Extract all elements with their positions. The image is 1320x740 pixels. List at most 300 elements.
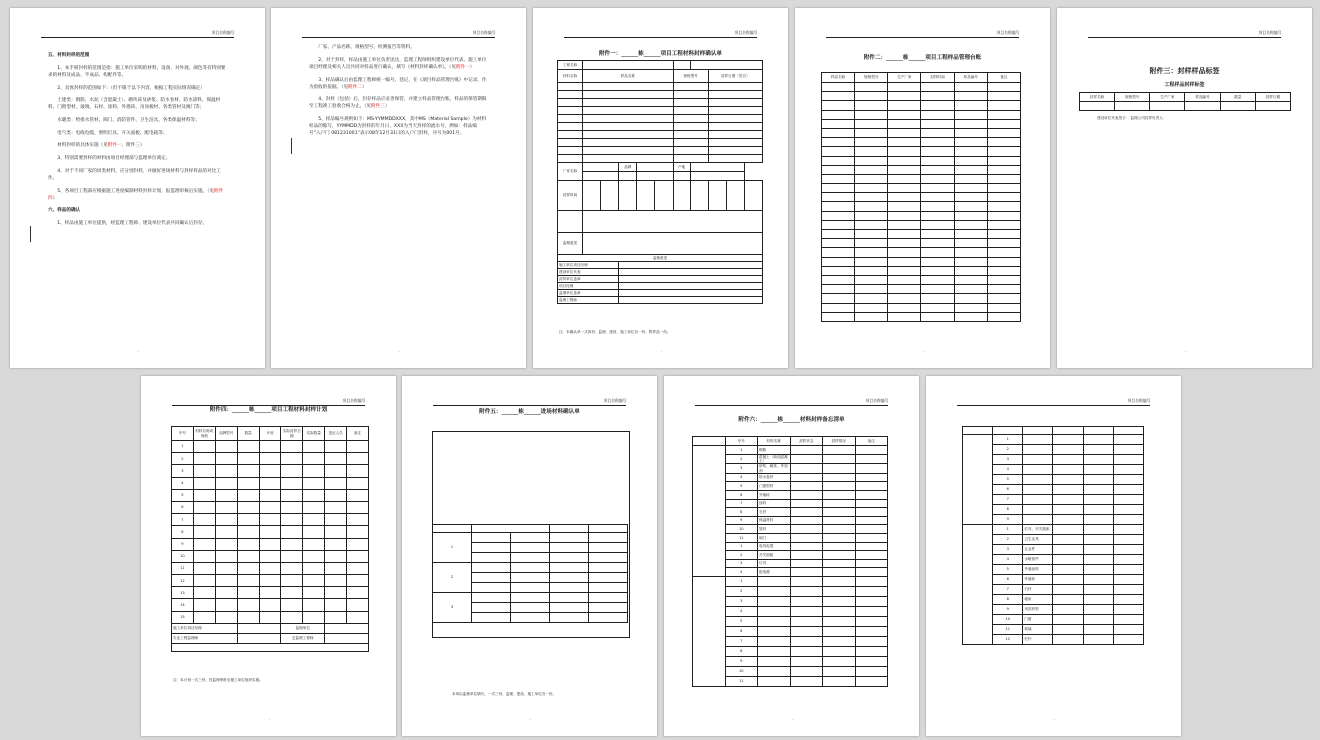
table-cell bbox=[758, 656, 791, 666]
table-cell: 11 bbox=[172, 562, 194, 574]
table-cell bbox=[921, 285, 954, 294]
page-number: . bbox=[1053, 715, 1055, 721]
table-cell: 4 bbox=[172, 477, 194, 489]
table-cell bbox=[693, 576, 726, 686]
table-cell: 实际数量 bbox=[303, 427, 325, 441]
table-cell bbox=[822, 101, 855, 110]
table-cell bbox=[921, 220, 954, 229]
table-cell bbox=[472, 543, 511, 553]
table-cell bbox=[673, 107, 708, 115]
table-row bbox=[822, 119, 1021, 128]
table-row bbox=[822, 156, 1021, 165]
table-cell bbox=[325, 477, 347, 489]
table-cell bbox=[855, 656, 888, 666]
table-cell: 材料名称或规格 bbox=[193, 427, 215, 441]
table-cell: 1 bbox=[725, 446, 758, 455]
table-cell bbox=[472, 583, 511, 593]
attachment-4-title: 附件四：______栋______项目工程材料封样计划 bbox=[209, 407, 328, 413]
table-cell: 7 bbox=[172, 514, 194, 526]
table-cell bbox=[472, 613, 511, 623]
page-header: 项目名称编号 bbox=[826, 30, 1020, 38]
table-cell: 10 bbox=[172, 550, 194, 562]
table-cell bbox=[237, 514, 259, 526]
table-cell bbox=[558, 131, 583, 139]
table-cell bbox=[1113, 495, 1143, 505]
table-cell bbox=[921, 230, 954, 239]
page-header: 项目名称编号 bbox=[695, 398, 889, 406]
table-row bbox=[433, 525, 628, 533]
table-cell bbox=[790, 446, 823, 455]
page-number: . bbox=[268, 715, 270, 721]
table-cell bbox=[193, 489, 215, 501]
highlighted-reference: 附件二 bbox=[348, 84, 362, 90]
table-cell bbox=[855, 473, 888, 482]
table-cell bbox=[987, 211, 1020, 220]
table-cell: 外墙涂料 bbox=[1023, 565, 1053, 575]
table-cell: 6 bbox=[993, 575, 1023, 585]
table-cell bbox=[259, 587, 281, 599]
table-cell bbox=[511, 603, 550, 613]
page-header: 项目名称编号 bbox=[433, 398, 627, 406]
table-cell bbox=[637, 181, 655, 211]
table-cell: 规格型号 bbox=[673, 70, 708, 83]
table-row bbox=[822, 165, 1021, 174]
table-cell bbox=[822, 285, 855, 294]
highlighted-reference: 附件一 bbox=[107, 143, 122, 149]
table-cell bbox=[823, 482, 856, 491]
table-cell bbox=[215, 611, 237, 623]
table-cell bbox=[987, 257, 1020, 266]
table-cell: 10 bbox=[725, 666, 758, 676]
table-cell bbox=[790, 525, 823, 534]
table-row bbox=[558, 233, 763, 255]
table-cell bbox=[1113, 535, 1143, 545]
table-cell: 样品编号 bbox=[954, 73, 987, 83]
table-cell bbox=[855, 606, 888, 616]
table-cell bbox=[1113, 485, 1143, 495]
table-cell: 监理工程师 bbox=[558, 297, 619, 304]
table-cell: 10 bbox=[725, 525, 758, 534]
table-cell bbox=[790, 576, 823, 586]
table-cell bbox=[673, 91, 708, 99]
page-number: . bbox=[1184, 347, 1186, 353]
table-cell: 封样日期 bbox=[1255, 93, 1290, 102]
table-cell bbox=[855, 646, 888, 656]
table-cell bbox=[1113, 615, 1143, 625]
table-cell: 电线电缆 bbox=[758, 542, 791, 551]
checklist-table-continued bbox=[962, 426, 1144, 645]
table-cell bbox=[708, 107, 762, 115]
table-cell bbox=[888, 257, 921, 266]
table-cell bbox=[237, 611, 259, 623]
table-cell: 五金件 bbox=[1023, 545, 1053, 555]
table-cell bbox=[963, 525, 993, 645]
table-cell bbox=[673, 131, 708, 139]
table-cell bbox=[472, 553, 511, 563]
table-row bbox=[558, 147, 763, 155]
table-row bbox=[693, 576, 888, 586]
inspection-table bbox=[432, 524, 628, 623]
table-cell bbox=[558, 123, 583, 131]
paragraph: 材料封样的具体实施（见附件一、附件三） bbox=[57, 143, 145, 149]
table-cell bbox=[281, 575, 303, 587]
table-cell: 5 bbox=[993, 475, 1023, 485]
attachment-5-page bbox=[402, 376, 657, 736]
table-cell bbox=[259, 575, 281, 587]
table-cell bbox=[954, 184, 987, 193]
table-row bbox=[822, 312, 1021, 321]
table-cell bbox=[1113, 465, 1143, 475]
table-cell bbox=[325, 575, 347, 587]
table-cell bbox=[589, 533, 628, 543]
table-cell bbox=[855, 275, 888, 284]
table-cell: 材料名称 bbox=[558, 70, 583, 83]
table-cell bbox=[921, 156, 954, 165]
table-cell: 2 bbox=[725, 454, 758, 464]
table-cell bbox=[708, 123, 762, 131]
table-cell bbox=[281, 526, 303, 538]
table-cell: 6 bbox=[725, 626, 758, 636]
table-cell bbox=[583, 211, 763, 233]
table-cell: 水暖管件 bbox=[1023, 555, 1053, 565]
table-cell: 1 bbox=[433, 533, 472, 563]
table-cell bbox=[708, 99, 762, 107]
table-cell: 封样时间 bbox=[558, 181, 583, 211]
table-cell bbox=[1083, 505, 1113, 515]
table-cell: 阀门 bbox=[758, 534, 791, 543]
table-cell bbox=[511, 543, 550, 553]
table-cell bbox=[1023, 427, 1053, 435]
table-row bbox=[172, 514, 369, 526]
table-cell: 9 bbox=[172, 538, 194, 550]
table-cell bbox=[583, 99, 674, 107]
confirmation-table bbox=[557, 60, 763, 304]
table-cell bbox=[921, 275, 954, 284]
table-cell bbox=[347, 441, 369, 453]
highlighted-reference: 附件四 bbox=[48, 188, 224, 201]
table-cell bbox=[758, 666, 791, 676]
table-cell bbox=[921, 257, 954, 266]
table-cell bbox=[987, 101, 1020, 110]
table-cell bbox=[888, 312, 921, 321]
table-cell bbox=[1083, 495, 1113, 505]
table-cell bbox=[347, 538, 369, 550]
table-cell bbox=[954, 248, 987, 257]
table-cell bbox=[822, 147, 855, 156]
table-cell bbox=[1053, 475, 1083, 485]
table-cell bbox=[822, 184, 855, 193]
table-cell bbox=[690, 61, 762, 70]
table-cell bbox=[237, 575, 259, 587]
table-cell bbox=[987, 119, 1020, 128]
paragraph: 1、样品由施工单位提供，经监理工程师、建设单位代表共同确认后封存。 bbox=[57, 221, 208, 227]
table-cell bbox=[758, 646, 791, 656]
table-cell bbox=[673, 147, 708, 155]
table-cell bbox=[855, 446, 888, 455]
table-cell bbox=[673, 83, 708, 91]
table-cell bbox=[855, 464, 888, 474]
table-cell: 开关面板 bbox=[758, 551, 791, 560]
table-row bbox=[1080, 102, 1291, 111]
table-cell bbox=[193, 599, 215, 611]
table-cell bbox=[954, 193, 987, 202]
table-cell bbox=[790, 596, 823, 606]
table-cell bbox=[790, 482, 823, 491]
table-row bbox=[558, 290, 763, 297]
table-cell bbox=[558, 99, 583, 107]
checklist-table bbox=[692, 436, 888, 687]
table-cell bbox=[855, 666, 888, 676]
table-cell bbox=[193, 465, 215, 477]
table-cell bbox=[215, 477, 237, 489]
table-cell: 7 bbox=[725, 499, 758, 508]
table-cell bbox=[888, 92, 921, 101]
table-cell bbox=[987, 248, 1020, 257]
table-cell bbox=[987, 174, 1020, 183]
table-row bbox=[822, 239, 1021, 248]
table-cell bbox=[888, 156, 921, 165]
table-cell bbox=[823, 559, 856, 568]
table-cell bbox=[823, 534, 856, 543]
table-cell bbox=[987, 220, 1020, 229]
table-cell bbox=[954, 257, 987, 266]
table-cell bbox=[281, 611, 303, 623]
table-cell bbox=[855, 626, 888, 636]
table-cell bbox=[823, 596, 856, 606]
table-cell: 8 bbox=[993, 505, 1023, 515]
change-bar bbox=[291, 138, 292, 154]
table-cell bbox=[822, 248, 855, 257]
table-cell bbox=[583, 181, 601, 211]
attachment-2-page bbox=[795, 8, 1050, 368]
table-cell bbox=[237, 538, 259, 550]
table-cell bbox=[888, 266, 921, 275]
table-cell bbox=[1053, 515, 1083, 525]
table-cell bbox=[583, 61, 674, 70]
table-cell bbox=[954, 174, 987, 183]
table-cell bbox=[215, 514, 237, 526]
table-cell bbox=[963, 435, 993, 525]
table-row bbox=[172, 562, 369, 574]
table-cell bbox=[921, 184, 954, 193]
table-row bbox=[558, 262, 763, 269]
table-cell: 地砖 bbox=[1023, 595, 1053, 605]
table-cell bbox=[855, 454, 888, 464]
table-cell: 厂家名称 bbox=[558, 163, 583, 181]
table-cell bbox=[1113, 625, 1143, 635]
table-cell: 施工单位项目经理 bbox=[172, 623, 238, 633]
table-cell bbox=[1053, 565, 1083, 575]
table-cell bbox=[921, 101, 954, 110]
table-cell bbox=[690, 181, 708, 211]
table-cell: 7 bbox=[993, 495, 1023, 505]
attachment-4-note: 注：本计划一式三份，经监理审批后施工单位组织实施。 bbox=[173, 678, 263, 682]
attachment-3-page bbox=[1057, 8, 1312, 368]
table-cell bbox=[215, 599, 237, 611]
table-row bbox=[558, 181, 763, 211]
table-cell bbox=[790, 473, 823, 482]
attachment-5-title: 附件五：______栋______进场材料确认单 bbox=[479, 409, 580, 415]
table-cell bbox=[993, 427, 1023, 435]
table-cell bbox=[259, 453, 281, 465]
table-cell bbox=[921, 211, 954, 220]
table-cell bbox=[1023, 515, 1053, 525]
table-cell bbox=[954, 303, 987, 312]
table-row bbox=[822, 92, 1021, 101]
table-cell bbox=[1113, 585, 1143, 595]
table-cell bbox=[790, 499, 823, 508]
table-cell bbox=[1083, 565, 1113, 575]
table-cell bbox=[472, 603, 511, 613]
table-row bbox=[172, 489, 369, 501]
table-row bbox=[822, 101, 1021, 110]
table-cell bbox=[758, 676, 791, 686]
table-row bbox=[963, 525, 1144, 535]
table-cell bbox=[237, 562, 259, 574]
attachment-3-title: 附件三：封样样品标签 bbox=[1149, 67, 1220, 75]
table-cell bbox=[855, 294, 888, 303]
table-cell bbox=[921, 193, 954, 202]
table-row bbox=[822, 184, 1021, 193]
table-cell bbox=[921, 165, 954, 174]
table-cell bbox=[822, 230, 855, 239]
table-cell bbox=[303, 538, 325, 550]
table-cell: 玻璃 bbox=[1023, 625, 1053, 635]
table-cell bbox=[822, 220, 855, 229]
table-cell: 4 bbox=[993, 465, 1023, 475]
table-cell bbox=[325, 526, 347, 538]
table-cell bbox=[583, 83, 674, 91]
table-cell bbox=[708, 91, 762, 99]
table-cell: 混凝土（商品混凝土） bbox=[758, 454, 791, 464]
table-cell bbox=[744, 181, 762, 211]
table-cell: 监理单位 bbox=[281, 623, 325, 633]
table-cell: 4 bbox=[725, 606, 758, 616]
table-cell bbox=[790, 464, 823, 474]
table-row bbox=[558, 297, 763, 304]
table-cell bbox=[589, 613, 628, 623]
table-cell bbox=[855, 138, 888, 147]
table-row bbox=[558, 115, 763, 123]
table-cell: 规格型号 bbox=[1115, 93, 1150, 102]
table-cell bbox=[855, 202, 888, 211]
table-cell bbox=[855, 110, 888, 119]
table-cell bbox=[215, 587, 237, 599]
table-row bbox=[558, 211, 763, 233]
table-cell bbox=[237, 441, 259, 453]
table-cell bbox=[193, 477, 215, 489]
table-cell bbox=[855, 616, 888, 626]
table-cell bbox=[954, 128, 987, 137]
table-cell: 品牌型号 bbox=[215, 427, 237, 441]
paragraph: 2、对于封样，样品由施工单位负责送达，监理工程师组织建设单位代表、施工单位项目经理及相关人员共同对样品进行确认，填写《材料封样确认单》。（见附件一） bbox=[309, 57, 487, 70]
table-cell bbox=[855, 193, 888, 202]
table-cell bbox=[888, 165, 921, 174]
table-cell: 备注 bbox=[987, 73, 1020, 83]
table-cell bbox=[1023, 505, 1053, 515]
paragraph: 3、特别需要封样的材料由项目经理部与监理单位商定。 bbox=[57, 156, 171, 162]
table-cell bbox=[1053, 495, 1083, 505]
table-cell: 1 bbox=[725, 576, 758, 586]
table-cell bbox=[987, 266, 1020, 275]
table-cell: 产地 bbox=[673, 163, 690, 172]
table-cell bbox=[281, 441, 303, 453]
highlighted-reference: 附件三 bbox=[371, 104, 385, 110]
table-cell bbox=[822, 266, 855, 275]
table-cell: 计划 bbox=[259, 427, 281, 441]
table-cell bbox=[511, 563, 550, 573]
table-cell bbox=[790, 586, 823, 596]
table-cell bbox=[583, 233, 763, 255]
table-row bbox=[558, 276, 763, 283]
table-cell bbox=[855, 239, 888, 248]
table-cell: 9 bbox=[725, 656, 758, 666]
paragraph: 电气类：电线电缆、照明灯具、开关面板、配电箱等； bbox=[57, 130, 168, 136]
table-cell bbox=[921, 248, 954, 257]
table-cell bbox=[673, 139, 708, 147]
attachment-6-title: 附件六：______栋______材料封样备忘清单 bbox=[738, 417, 845, 423]
table-cell bbox=[855, 184, 888, 193]
table-cell bbox=[822, 257, 855, 266]
table-cell bbox=[347, 501, 369, 513]
table-cell bbox=[888, 248, 921, 257]
table-cell bbox=[259, 501, 281, 513]
table-cell bbox=[193, 453, 215, 465]
table-row bbox=[963, 435, 1144, 445]
table-cell bbox=[758, 596, 791, 606]
table-cell bbox=[1053, 455, 1083, 465]
table-row bbox=[558, 99, 763, 107]
table-cell bbox=[822, 303, 855, 312]
table-cell bbox=[987, 92, 1020, 101]
table-cell bbox=[888, 184, 921, 193]
table-cell bbox=[1053, 605, 1083, 615]
table-cell bbox=[921, 128, 954, 137]
table-row bbox=[433, 593, 628, 603]
table-cell bbox=[790, 491, 823, 500]
table-cell bbox=[822, 275, 855, 284]
table-cell: 门窗型材 bbox=[758, 482, 791, 491]
table-cell bbox=[693, 437, 726, 446]
table-cell: 9 bbox=[993, 515, 1023, 525]
table-cell bbox=[823, 551, 856, 560]
table-cell bbox=[583, 115, 674, 123]
table-cell: 外墙砖 bbox=[1023, 575, 1053, 585]
table-cell bbox=[888, 83, 921, 92]
table-cell bbox=[1113, 515, 1143, 525]
table-cell bbox=[690, 163, 744, 172]
table-cell: 2 bbox=[993, 535, 1023, 545]
table-row bbox=[558, 61, 763, 70]
table-cell bbox=[954, 294, 987, 303]
table-cell: 监理意见 bbox=[558, 255, 763, 262]
table-cell bbox=[303, 587, 325, 599]
table-cell bbox=[347, 489, 369, 501]
table-cell bbox=[690, 172, 744, 181]
table-cell bbox=[1053, 595, 1083, 605]
table-cell bbox=[708, 83, 762, 91]
table-cell bbox=[708, 155, 762, 163]
table-cell bbox=[1113, 565, 1143, 575]
table-cell bbox=[855, 551, 888, 560]
table-cell bbox=[1083, 555, 1113, 565]
table-cell: 11 bbox=[993, 625, 1023, 635]
table-cell bbox=[550, 543, 589, 553]
table-cell bbox=[325, 633, 369, 643]
table-cell: 备注 bbox=[347, 427, 369, 441]
table-cell bbox=[281, 514, 303, 526]
table-cell bbox=[347, 465, 369, 477]
